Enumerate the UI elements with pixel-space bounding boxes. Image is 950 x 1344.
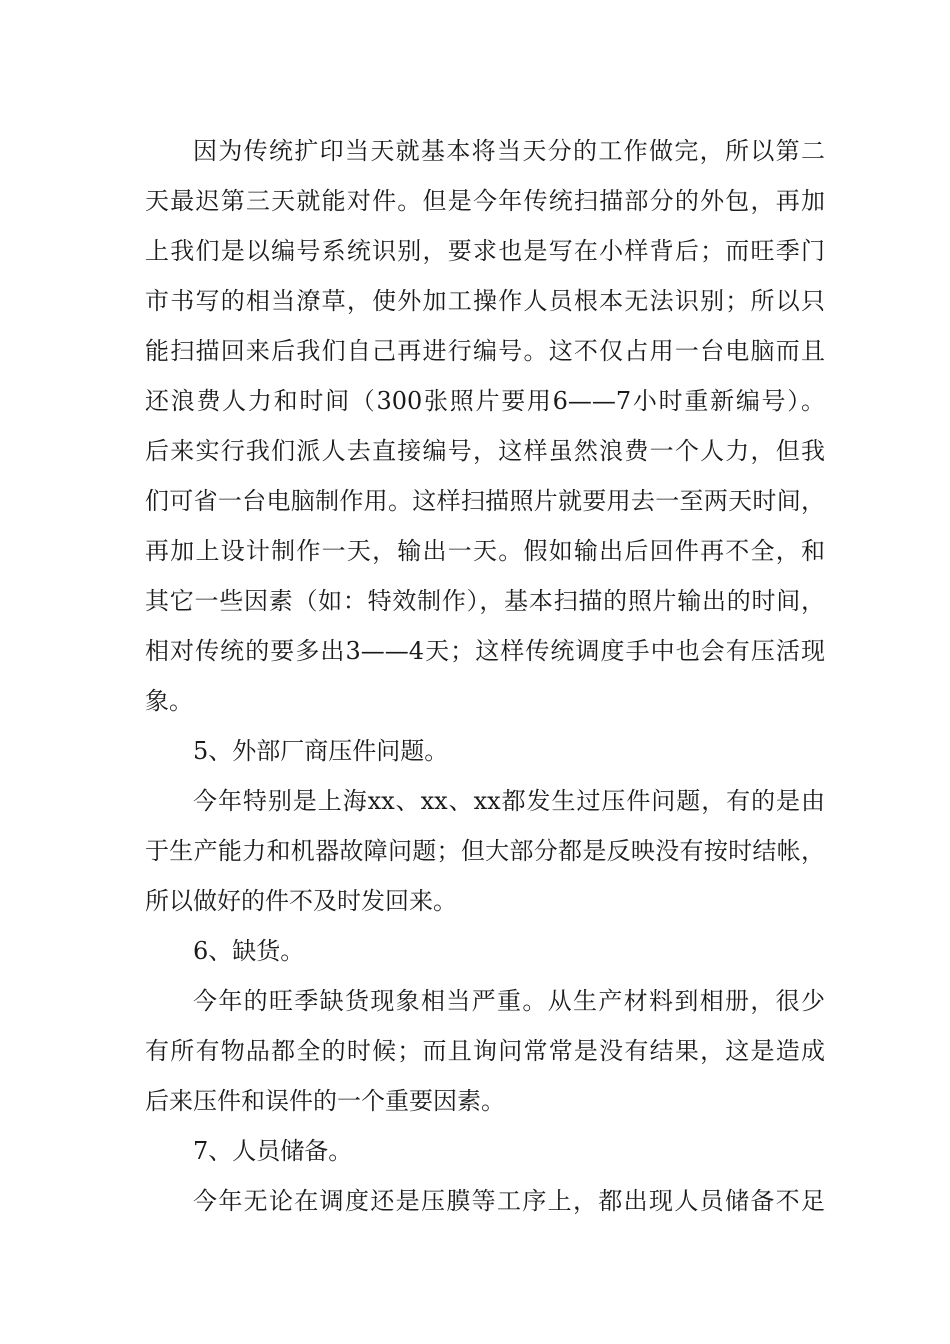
paragraph-line: 于生产能力和机器故障问题；但大部分都是反映没有按时结帐， [145, 837, 825, 865]
paragraph-line: 因为传统扩印当天就基本将当天分的工作做完，所以第二 [193, 137, 825, 165]
section-heading: 5、外部厂商压件问题。 [193, 737, 449, 765]
paragraph-line: 相对传统的要多出3——4天；这样传统调度手中也会有压活现 [145, 637, 825, 665]
paragraph-line: 后来压件和误件的一个重要因素。 [145, 1087, 505, 1115]
paragraph-line: 有所有物品都全的时候；而且询问常常是没有结果，这是造成 [145, 1037, 825, 1065]
paragraph-line: 今年特别是上海xx、xx、xx都发生过压件问题，有的是由 [193, 787, 825, 815]
paragraph-line: 所以做好的件不及时发回来。 [145, 887, 457, 915]
section-heading: 6、缺货。 [193, 937, 305, 965]
paragraph-line: 还浪费人力和时间（300张照片要用6——7小时重新编号）。 [145, 387, 825, 415]
paragraph-line: 后来实行我们派人去直接编号，这样虽然浪费一个人力，但我 [145, 437, 825, 465]
paragraph-line: 市书写的相当潦草，使外加工操作人员根本无法识别；所以只 [145, 287, 825, 315]
paragraph-line: 象。 [145, 687, 193, 715]
paragraph-line: 其它一些因素（如：特效制作），基本扫描的照片输出的时间， [145, 587, 825, 615]
paragraph-line: 天最迟第三天就能对件。但是今年传统扫描部分的外包，再加 [145, 187, 825, 215]
paragraph-line: 能扫描回来后我们自己再进行编号。这不仅占用一台电脑而且 [145, 337, 825, 365]
paragraph-line: 上我们是以编号系统识别，要求也是写在小样背后；而旺季门 [145, 237, 825, 265]
paragraph-line: 再加上设计制作一天，输出一天。假如输出后回件再不全，和 [145, 537, 825, 565]
paragraph-line: 今年无论在调度还是压膜等工序上，都出现人员储备不足 [193, 1187, 825, 1215]
paragraph-line: 今年的旺季缺货现象相当严重。从生产材料到相册，很少 [193, 987, 825, 1015]
section-heading: 7、人员储备。 [193, 1137, 353, 1165]
paragraph-line: 们可省一台电脑制作用。这样扫描照片就要用去一至两天时间， [145, 487, 825, 515]
